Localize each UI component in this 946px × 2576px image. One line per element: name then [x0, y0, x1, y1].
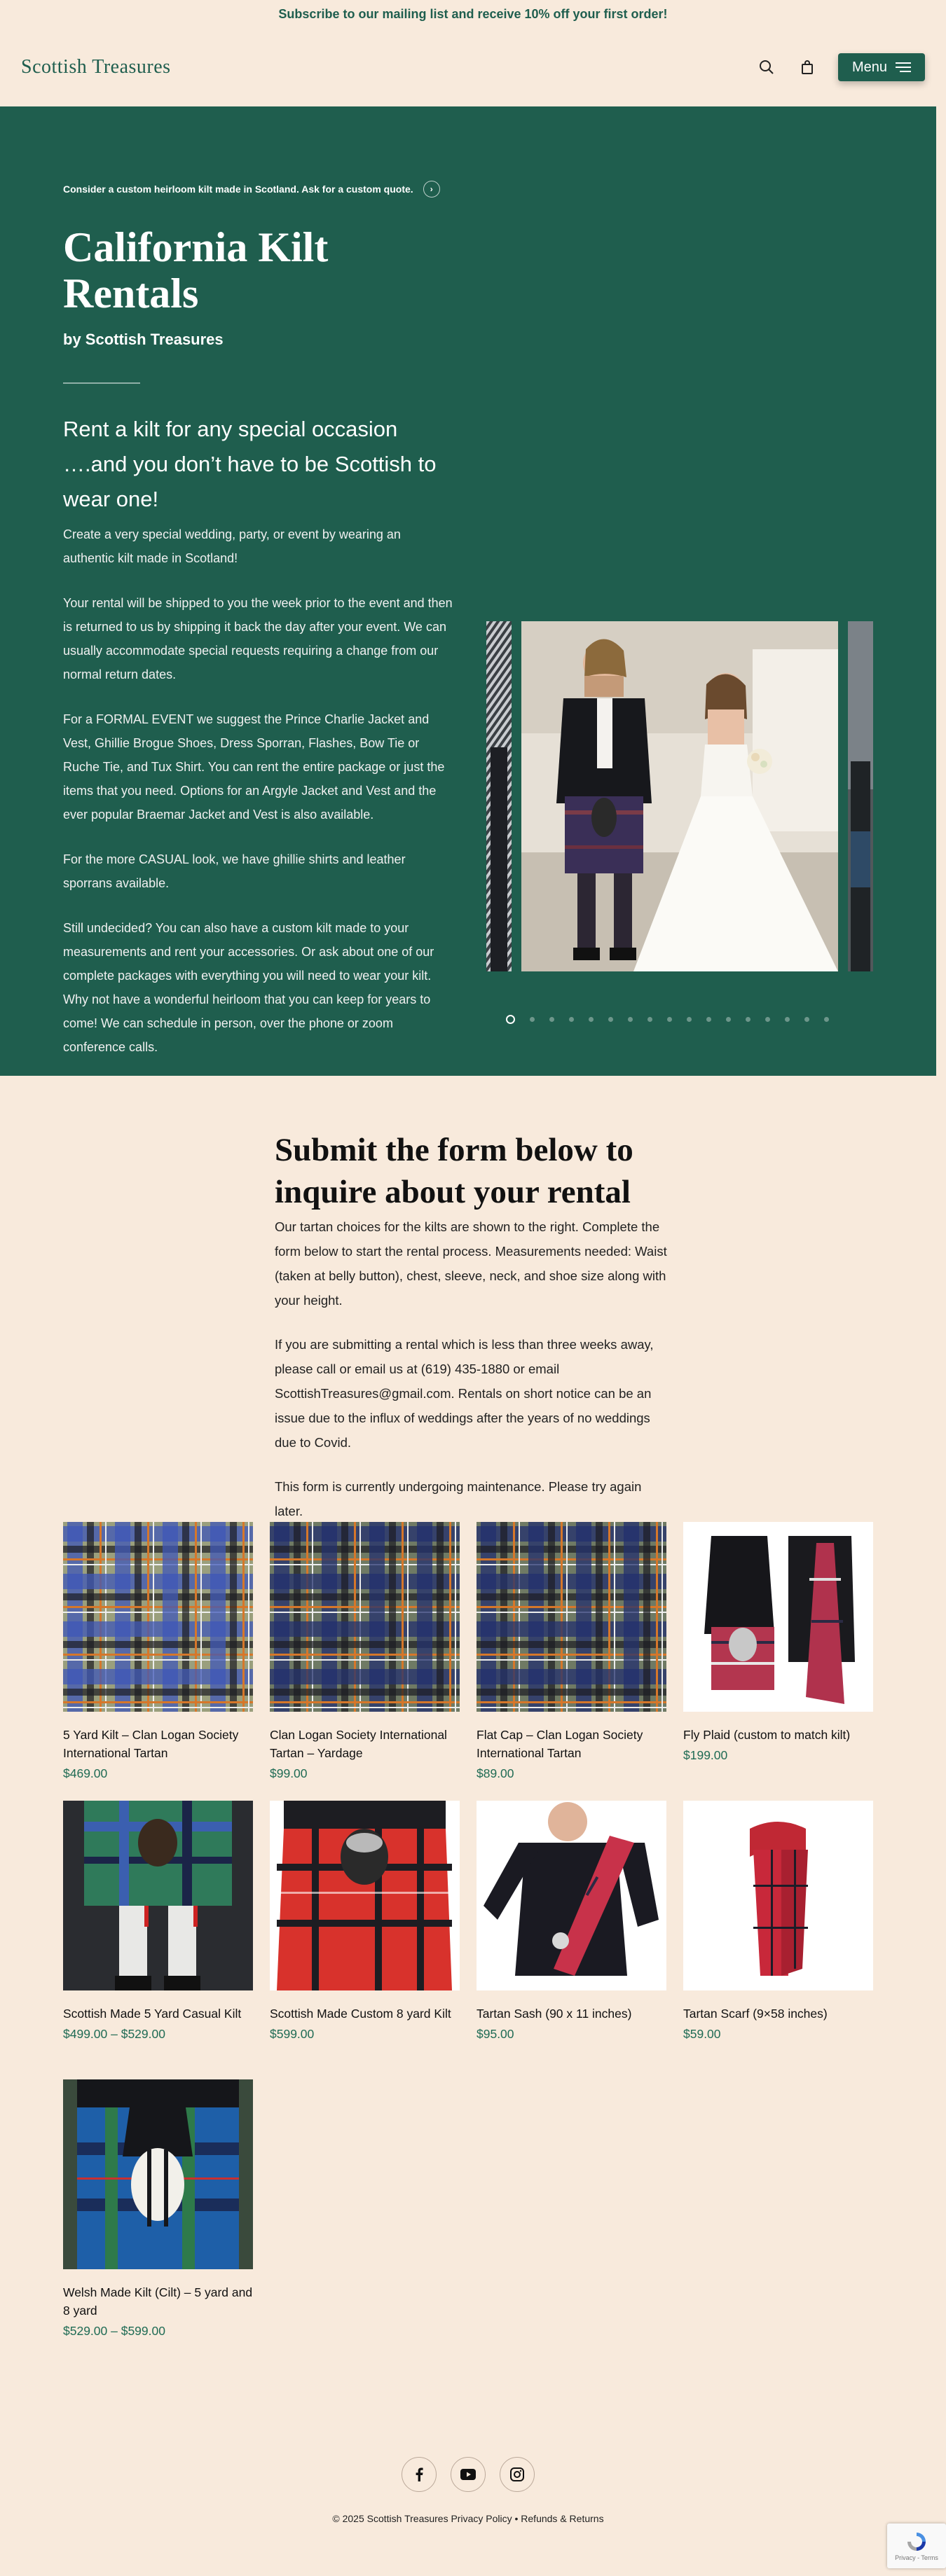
product-image[interactable] — [683, 1801, 873, 1990]
hero-paragraph: Still undecided? You can also have a custom kilt made to your measurements and rent your accessories. Or ask about one of our complete packages with everything you will need to wear your kilt. Why not have a wonderful heirloom that you can keep for years to come! We can schedule in person, over the phone or zoom conference calls. — [63, 921, 434, 1054]
custom-quote-link[interactable] — [63, 181, 453, 198]
arrow-right-icon: › — [423, 181, 440, 198]
product-card[interactable] — [683, 1801, 873, 2079]
carousel-dot[interactable] — [706, 1017, 711, 1022]
product-image[interactable] — [63, 1522, 253, 1712]
carousel-slide-next[interactable] — [848, 621, 873, 971]
product-image[interactable] — [63, 2079, 253, 2269]
header-actions — [757, 53, 925, 81]
product-image[interactable] — [477, 1801, 666, 1990]
page-title: California Kilt Rentals — [63, 224, 329, 317]
product-price: $95.00 — [477, 2027, 514, 2041]
youtube-icon[interactable] — [451, 2457, 486, 2492]
recaptcha-icon — [905, 2530, 928, 2553]
section-title: Submit the form below to inquire about your rental — [275, 1132, 633, 1210]
carousel-slide-prev[interactable] — [486, 621, 512, 971]
product-price: $469.00 — [63, 1766, 108, 1780]
product-card[interactable] — [270, 1522, 460, 1801]
carousel-dot[interactable] — [726, 1017, 731, 1022]
product-name[interactable]: Scottish Made Custom 8 yard Kilt — [270, 2007, 451, 2021]
product-card[interactable] — [477, 1522, 666, 1801]
carousel-dot[interactable] — [549, 1017, 554, 1022]
site-logo[interactable]: Scottish Treasures — [21, 56, 171, 78]
product-price: $199.00 — [683, 1748, 728, 1762]
divider — [63, 382, 140, 384]
custom-quote-text: Consider a custom heirloom kilt made in Scotland. Ask for a custom quote. — [63, 183, 413, 195]
product-card[interactable] — [477, 1801, 666, 2079]
carousel-dot[interactable] — [608, 1017, 613, 1022]
product-grid — [63, 1522, 873, 2358]
social-links — [0, 2457, 936, 2492]
image-carousel[interactable] — [486, 621, 873, 971]
product-price: $99.00 — [270, 1766, 308, 1780]
product-card[interactable] — [63, 1801, 253, 2079]
hero-paragraph: For a FORMAL EVENT we suggest the Prince Charlie Jacket and Vest, Ghillie Brogue Shoes, Dress Sporran, Flashes, Bow Tie or Ruche Tie, and Tux Shirt. You can rent the entire package or just the items that you need. Options for an Argyle Jacket and Vest and the ever popular Braemar Jacket and Vest is also available. — [63, 712, 445, 822]
form-paragraph: Our tartan choices for the kilts are shown to the right. Complete the form below to start the rental process. Measurements needed: Waist (taken at belly button), chest, sleeve, neck, and shoe size along with your height. — [275, 1219, 667, 1308]
hero-byline: by Scottish Treasures — [63, 331, 224, 348]
carousel-dot[interactable] — [506, 1015, 515, 1024]
product-name[interactable]: Welsh Made Kilt (Cilt) – 5 yard and 8 yard — [63, 2285, 253, 2318]
search-icon[interactable] — [757, 57, 776, 77]
product-name[interactable]: Clan Logan Society International Tartan – Yardage — [270, 1728, 447, 1760]
promo-banner — [0, 0, 946, 28]
product-name[interactable]: Scottish Made 5 Yard Casual Kilt — [63, 2007, 242, 2021]
product-image[interactable] — [270, 1522, 460, 1712]
carousel-dot[interactable] — [667, 1017, 672, 1022]
product-price: $89.00 — [477, 1766, 514, 1780]
hero-lead: Rent a kilt for any special occasion ….and you don’t have to be Scottish to wear one! — [63, 417, 437, 511]
product-card[interactable] — [63, 1522, 253, 1801]
carousel-dot[interactable] — [824, 1017, 829, 1022]
carousel-dot[interactable] — [785, 1017, 790, 1022]
rental-inquiry-section — [275, 1129, 667, 1523]
product-image[interactable] — [683, 1522, 873, 1712]
carousel-dot[interactable] — [765, 1017, 770, 1022]
product-card[interactable] — [63, 2079, 253, 2358]
menu-button[interactable] — [838, 53, 925, 81]
product-name[interactable]: Flat Cap – Clan Logan Society International Tartan — [477, 1728, 643, 1760]
menu-label: Menu — [851, 59, 887, 75]
hamburger-icon — [896, 62, 911, 72]
form-maintenance-notice: This form is currently undergoing maintenance. Please try again later. — [275, 1479, 642, 1518]
product-price: $529.00 – $599.00 — [63, 2324, 165, 2338]
product-price: $59.00 — [683, 2027, 721, 2041]
product-price: $499.00 – $529.00 — [63, 2027, 165, 2041]
carousel-dot[interactable] — [569, 1017, 574, 1022]
product-card[interactable] — [270, 1801, 460, 2079]
product-name[interactable]: 5 Yard Kilt – Clan Logan Society International Tartan — [63, 1728, 239, 1760]
hero-paragraph: Your rental will be shipped to you the week prior to the event and then is returned to us by shipping it back the day after your event. We can usually accommodate special requests requiring a change from our normal return dates. — [63, 596, 453, 681]
promo-text: Subscribe to our mailing list and receive 10% off your first order! — [278, 6, 668, 21]
product-price: $599.00 — [270, 2027, 315, 2041]
carousel-dot[interactable] — [628, 1017, 633, 1022]
facebook-icon[interactable] — [402, 2457, 437, 2492]
product-image[interactable] — [477, 1522, 666, 1712]
hero-paragraph: Create a very special wedding, party, or event by wearing an authentic kilt made in Scotland! — [63, 527, 401, 565]
cart-icon[interactable] — [797, 57, 817, 77]
hero-content — [63, 181, 453, 1059]
form-paragraph: If you are submitting a rental which is less than three weeks away, please call or email us at (619) 435-1880 or email ScottishTreasures@gmail.com. Rentals on short notice can be an issue due to the influx of weddings after the years of no weddings due to Covid. — [275, 1337, 654, 1450]
carousel-slide-wedding-photo — [521, 621, 838, 971]
carousel-dot[interactable] — [647, 1017, 652, 1022]
recaptcha-badge[interactable] — [887, 2523, 946, 2568]
carousel-dot[interactable] — [589, 1017, 594, 1022]
hero-paragraph: For the more CASUAL look, we have ghillie shirts and leather sporrans available. — [63, 852, 406, 890]
carousel-dot[interactable] — [746, 1017, 750, 1022]
product-name[interactable]: Tartan Sash (90 x 11 inches) — [477, 2007, 632, 2021]
product-card[interactable] — [683, 1522, 873, 1801]
carousel-dot[interactable] — [530, 1017, 535, 1022]
hero-section — [0, 106, 936, 1076]
product-image[interactable] — [63, 1801, 253, 1990]
carousel-dot[interactable] — [804, 1017, 809, 1022]
carousel-dot[interactable] — [687, 1017, 692, 1022]
recaptcha-text: Privacy - Terms — [895, 2554, 938, 2561]
product-image[interactable] — [270, 1801, 460, 1990]
footer-copyright: © 2025 Scottish Treasures Privacy Policy • Refunds & Returns — [332, 2513, 604, 2524]
product-name[interactable]: Fly Plaid (custom to match kilt) — [683, 1728, 851, 1742]
instagram-icon[interactable] — [500, 2457, 535, 2492]
product-name[interactable]: Tartan Scarf (9×58 inches) — [683, 2007, 828, 2021]
site-header — [0, 28, 946, 106]
